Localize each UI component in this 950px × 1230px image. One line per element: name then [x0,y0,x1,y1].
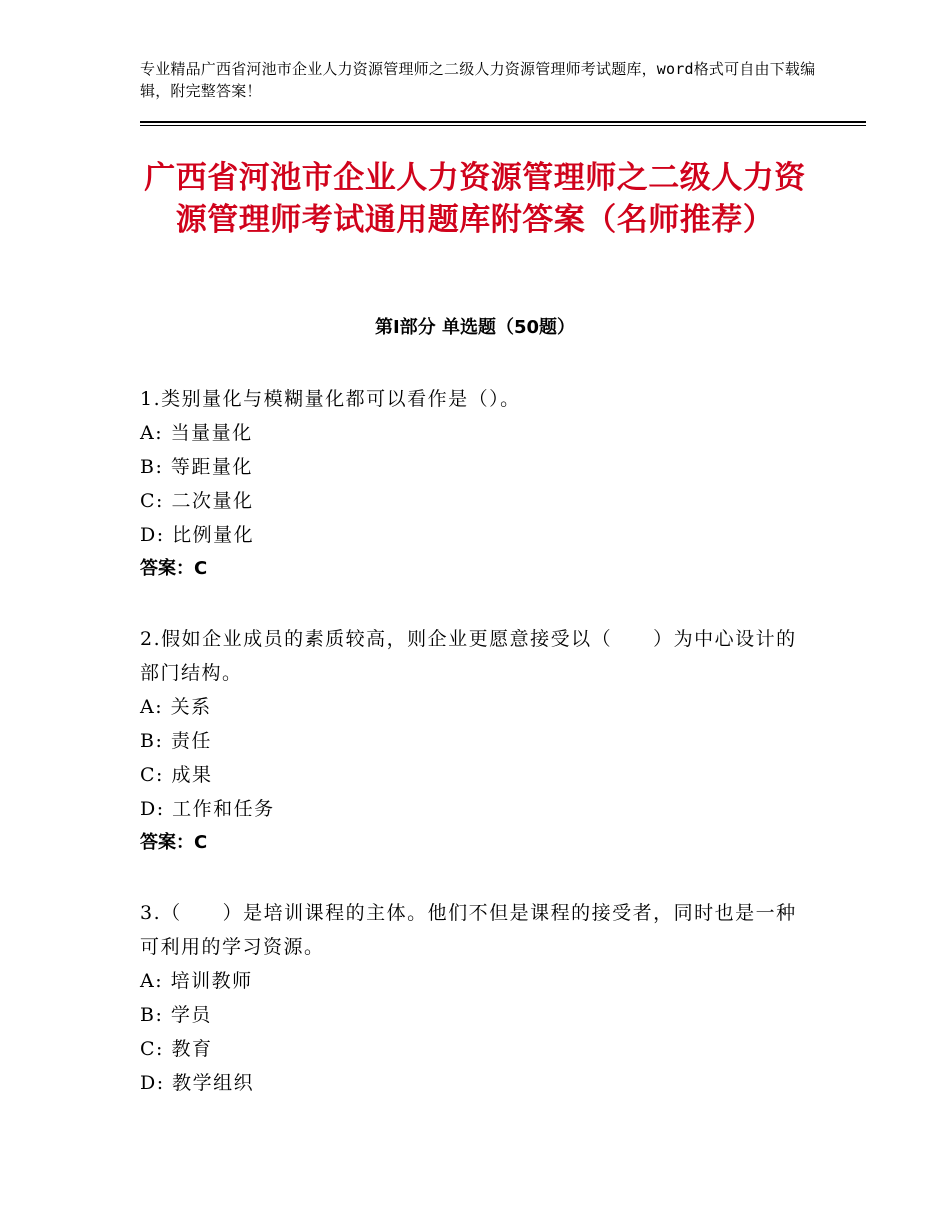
header-rule-thin [140,125,866,126]
question-answer: 答案：C [140,832,208,853]
option-c: C: 成果 [140,764,213,786]
header-rule-thick [140,121,866,123]
header-note: 专业精品广西省河池市企业人力资源管理师之二级人力资源管理师考试题库，word格式可自由下载编辑，附完整答案！ [140,60,816,100]
option-b: B: 责任 [140,730,212,752]
option-d: D: 比例量化 [140,524,255,546]
option-c: C: 教育 [140,1038,213,1060]
option-c: C: 二次量化 [140,490,254,512]
section-title: 第Ⅰ部分 单选题（50题） [374,317,575,338]
question-stem: 3.（ ）是培训课程的主体。他们不但是课程的接受者，同时也是一种可利用的学习资源。 [140,902,797,958]
question-3 [140,896,800,1100]
option-a: A: 关系 [140,696,212,718]
option-b: B: 学员 [140,1004,212,1026]
document-title: 广西省河池市企业人力资源管理师之二级人力资源管理师考试通用题库附答案（名师推荐） [144,160,806,238]
option-a: A: 当量量化 [140,422,253,444]
question-2 [140,622,800,860]
question-answer: 答案：C [140,558,208,579]
question-stem: 1.类别量化与模糊量化都可以看作是（）。 [140,388,521,410]
option-d: D: 教学组织 [140,1072,255,1094]
question-list [140,382,800,1136]
option-d: D: 工作和任务 [140,798,275,820]
option-b: B: 等距量化 [140,456,253,478]
question-1 [140,382,800,586]
option-a: A: 培训教师 [140,970,253,992]
question-stem: 2.假如企业成员的素质较高，则企业更愿意接受以（ ）为中心设计的部门结构。 [140,628,797,684]
